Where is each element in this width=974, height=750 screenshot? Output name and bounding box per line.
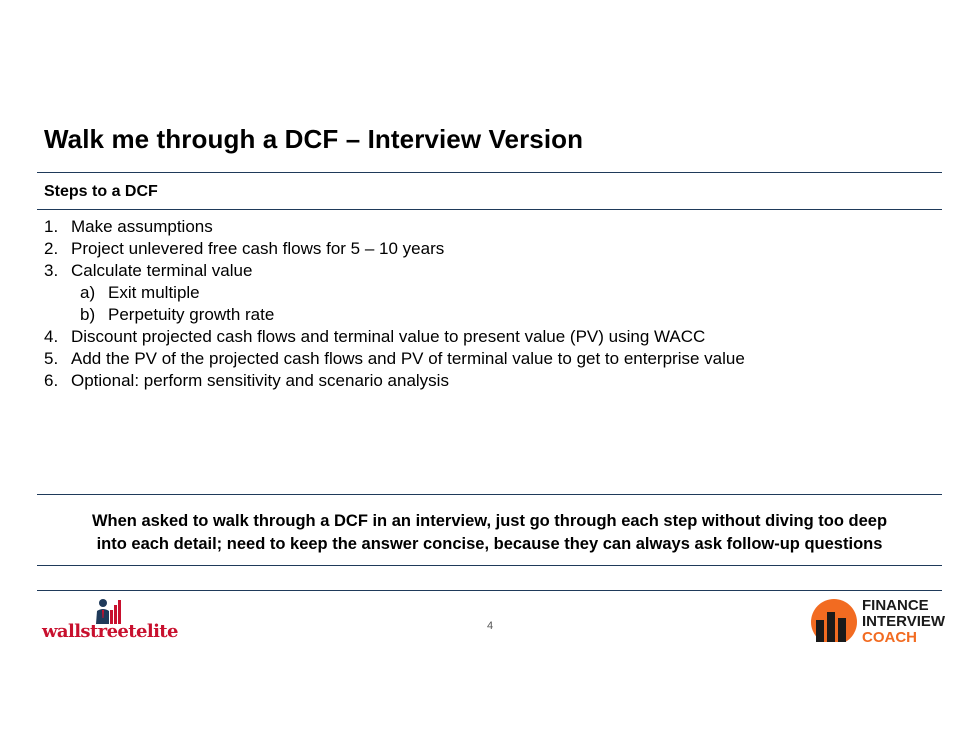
sub-step-letter: a) bbox=[80, 283, 96, 302]
step-item bbox=[44, 260, 745, 282]
step-number: 6. bbox=[44, 371, 59, 390]
divider-header bbox=[37, 209, 942, 210]
step-text: Calculate terminal value bbox=[71, 261, 253, 280]
takeaway-box bbox=[37, 510, 942, 556]
step-item bbox=[44, 370, 745, 392]
logo-line-finance: FINANCE bbox=[862, 597, 929, 614]
step-text: Make assumptions bbox=[71, 217, 213, 236]
slide-title: Walk me through a DCF – Interview Version bbox=[44, 124, 584, 154]
step-text: Discount projected cash flows and terminal value to present value (PV) using WACC bbox=[71, 327, 706, 346]
sub-step-item bbox=[44, 282, 745, 304]
takeaway-line: When asked to walk through a DCF in an interview, just go through each step without diving too deep bbox=[91, 512, 888, 530]
logo-line-interview: INTERVIEW bbox=[862, 613, 946, 630]
sub-step-text: Exit multiple bbox=[108, 283, 200, 302]
step-number: 5. bbox=[44, 349, 59, 368]
sub-step-item bbox=[44, 304, 745, 326]
divider-footer bbox=[37, 590, 942, 591]
finance-interview-coach-wordmark bbox=[862, 598, 945, 646]
section-header: Steps to a DCF bbox=[44, 183, 158, 200]
step-number: 2. bbox=[44, 239, 59, 258]
divider-takeaway-top bbox=[37, 494, 942, 495]
step-item bbox=[44, 348, 745, 370]
sub-step-letter: b) bbox=[80, 305, 96, 324]
step-number: 3. bbox=[44, 261, 59, 280]
divider-top bbox=[37, 172, 942, 173]
logo-line-coach: COACH bbox=[862, 629, 917, 646]
divider-takeaway-bottom bbox=[37, 565, 942, 566]
step-item bbox=[44, 326, 745, 348]
wallstreetelite-logo bbox=[42, 598, 182, 644]
wallstreetelite-wordmark: wallstreetelite bbox=[42, 621, 178, 642]
step-text: Project unlevered free cash flows for 5 – 10 years bbox=[71, 239, 445, 258]
step-number: 4. bbox=[44, 327, 59, 346]
page-number: 4 bbox=[486, 620, 494, 632]
step-text: Optional: perform sensitivity and scenario analysis bbox=[71, 371, 449, 390]
step-number: 1. bbox=[44, 217, 59, 236]
bar-chart-circle-icon bbox=[810, 598, 858, 646]
step-item bbox=[44, 216, 745, 238]
steps-list bbox=[44, 216, 745, 392]
takeaway-line: into each detail; need to keep the answer concise, because they can always ask follow-up questions bbox=[96, 535, 883, 553]
step-text: Add the PV of the projected cash flows and PV of terminal value to get to enterprise value bbox=[71, 349, 745, 368]
step-item bbox=[44, 238, 745, 260]
finance-interview-coach-logo bbox=[810, 598, 955, 648]
sub-step-text: Perpetuity growth rate bbox=[108, 305, 275, 324]
